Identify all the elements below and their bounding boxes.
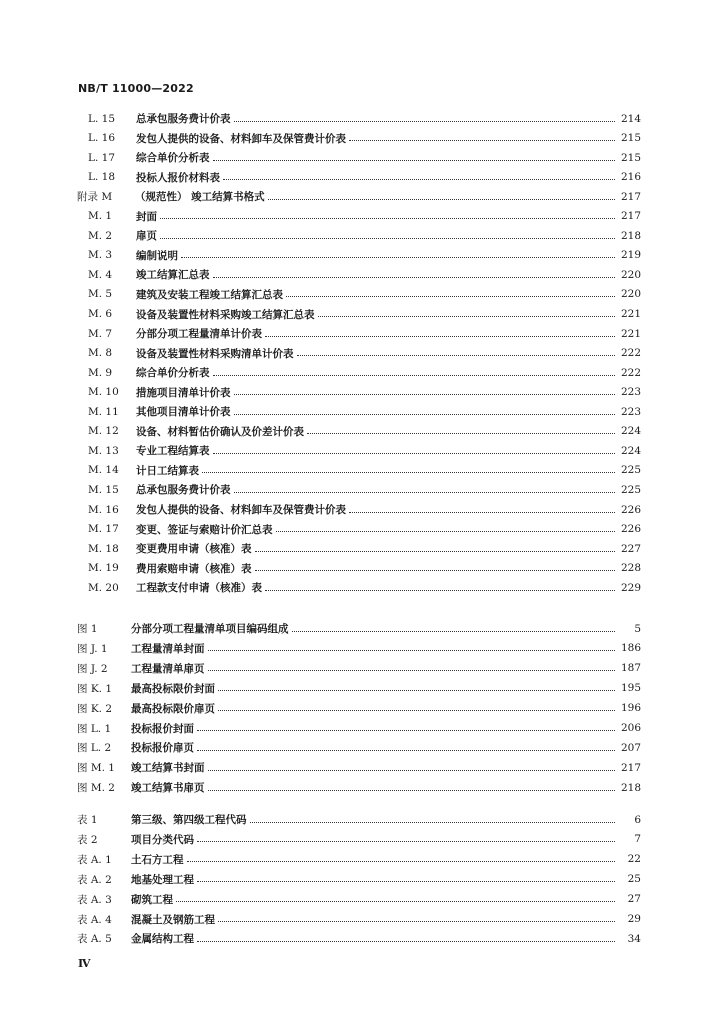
toc-entry-title: 土石方工程 <box>131 853 184 866</box>
toc-entry[interactable] <box>88 169 641 186</box>
toc-entry-title: 竣工结算书扉页 <box>131 782 205 795</box>
toc-entry-page: 195 <box>620 682 641 695</box>
dot-leader <box>197 881 615 882</box>
toc-entry[interactable] <box>88 325 641 342</box>
toc-entry-page: 229 <box>620 581 641 594</box>
toc-entry-title: 变更费用申请（核准）表 <box>136 543 252 556</box>
toc-entry-number: 图 K. 1 <box>77 682 113 695</box>
dot-leader <box>286 296 615 297</box>
dot-leader <box>255 551 616 552</box>
toc-entry-title: 工程量清单封面 <box>131 642 205 655</box>
toc-entry-page: 215 <box>620 132 641 145</box>
dot-leader <box>213 160 616 161</box>
toc-entry[interactable] <box>88 149 641 166</box>
dot-leader <box>213 453 616 454</box>
toc-entry[interactable] <box>77 720 641 737</box>
toc-entry-number: 表 2 <box>77 833 98 846</box>
toc-entry[interactable] <box>77 188 641 205</box>
toc-entry-number: M. 18 <box>88 542 119 555</box>
toc-entry-title: 计日工结算表 <box>136 464 199 477</box>
toc-entry-page: 221 <box>620 308 641 320</box>
toc-entry-title: （规范性） 竣工结算书格式 <box>135 191 265 204</box>
toc-entry-title: 项目分类代码 <box>131 833 194 846</box>
toc-entry-page: 219 <box>620 249 641 262</box>
dot-leader <box>255 570 616 571</box>
dot-leader <box>318 316 616 317</box>
toc-entry-number: 表 A. 2 <box>77 873 112 886</box>
toc-entry-title: 分部分项工程量清单计价表 <box>136 328 262 341</box>
toc-entry-page: 226 <box>620 503 641 516</box>
toc-entry-title: 第三级、第四级工程代码 <box>131 814 247 826</box>
toc-entry[interactable] <box>88 521 641 538</box>
toc-entry-number: M. 2 <box>88 229 113 242</box>
dot-leader <box>307 433 615 434</box>
toc-entry-page: 186 <box>620 642 641 655</box>
dot-leader <box>250 822 616 823</box>
toc-entry[interactable] <box>88 384 641 401</box>
dot-leader <box>160 218 615 219</box>
toc-entry[interactable] <box>77 700 641 717</box>
toc-entry[interactable] <box>88 306 641 323</box>
toc-entry[interactable] <box>88 286 641 303</box>
toc-entry-page: 225 <box>620 483 641 496</box>
toc-entry-title: 竣工结算书封面 <box>131 762 205 775</box>
toc-entry[interactable] <box>88 442 641 459</box>
toc-entry-title: 措施项目清单计价表 <box>136 386 231 399</box>
toc-entry-number: 图 1 <box>77 623 98 635</box>
toc-entry-page: 215 <box>620 151 641 164</box>
toc-entry-number: L. 18 <box>88 171 116 184</box>
dot-leader <box>213 277 616 278</box>
document-code: NB/T 11000—2022 <box>78 82 194 95</box>
toc-entry-number: 图 L. 1 <box>77 722 112 735</box>
toc-entry-number: M. 16 <box>88 503 119 516</box>
toc-entry-title: 地基处理工程 <box>131 873 194 886</box>
toc-entry-number: M. 6 <box>88 308 113 320</box>
dot-leader <box>234 394 616 395</box>
dot-leader <box>218 690 615 691</box>
dot-leader <box>197 730 615 731</box>
toc-entry-title: 投标报价封面 <box>131 722 194 735</box>
toc-entry-number: M. 14 <box>88 464 119 477</box>
toc-entry-page: 187 <box>620 662 641 675</box>
toc-entry-page: 216 <box>620 171 641 184</box>
toc-entry-page: 5 <box>634 622 641 635</box>
toc-entry-page: 223 <box>620 405 641 418</box>
toc-entry-number: M. 10 <box>88 386 119 399</box>
toc-entry-title: 混凝土及钢筋工程 <box>131 913 215 926</box>
toc-entry[interactable] <box>77 739 641 756</box>
toc-entry-number: 图 M. 2 <box>77 782 115 795</box>
toc-entry-page: 218 <box>620 781 641 794</box>
toc-entry[interactable] <box>88 110 641 127</box>
dot-leader <box>297 355 616 356</box>
dot-leader <box>160 238 615 239</box>
toc-entry-number: M. 4 <box>88 268 113 281</box>
toc-entry-page: 7 <box>634 833 641 846</box>
toc-entry-number: 图 J. 1 <box>77 642 108 655</box>
page-number: Ⅳ <box>78 957 91 970</box>
toc-entry[interactable] <box>77 660 641 677</box>
toc-entry-number: M. 5 <box>88 288 113 301</box>
toc-entry-page: 225 <box>620 464 641 477</box>
toc-entry-number: M. 11 <box>88 405 119 418</box>
toc-entry[interactable] <box>77 930 641 947</box>
toc-entry-title: 综合单价分析表 <box>136 367 210 380</box>
toc-entry-title: 其他项目清单计价表 <box>136 406 231 419</box>
toc-entry-number: M. 20 <box>88 581 119 594</box>
toc-entry-number: 图 L. 2 <box>77 742 112 755</box>
dot-leader <box>265 590 615 591</box>
toc-entry-number: M. 17 <box>88 523 119 536</box>
toc-entry[interactable] <box>88 579 641 596</box>
toc-entry[interactable] <box>88 462 641 479</box>
toc-entry[interactable] <box>88 540 641 557</box>
toc-entry-number: M. 12 <box>88 425 119 438</box>
toc-entry-number: M. 9 <box>88 366 113 379</box>
toc-entry-title: 设备及装置性材料采购竣工结算汇总表 <box>136 308 315 321</box>
toc-entry-title: 竣工结算汇总表 <box>136 269 210 282</box>
dot-leader <box>176 901 615 902</box>
dot-leader <box>349 140 615 141</box>
dot-leader <box>208 650 616 651</box>
toc-entry[interactable] <box>88 364 641 381</box>
toc-entry-page: 22 <box>627 853 641 866</box>
toc-entry-number: 图 M. 1 <box>77 762 115 775</box>
toc-entry-title: 发包人提供的设备、材料卸车及保管费计价表 <box>136 132 346 145</box>
toc-entry[interactable] <box>77 779 641 796</box>
toc-entry-page: 220 <box>620 268 641 281</box>
toc-entry[interactable] <box>88 208 641 225</box>
toc-entry-page: 217 <box>620 190 641 203</box>
toc-entry-number: L. 16 <box>88 132 116 145</box>
dot-leader <box>187 861 616 862</box>
toc-entry[interactable] <box>77 851 641 868</box>
toc-entry-number: M. 8 <box>88 347 113 360</box>
dot-leader <box>197 750 615 751</box>
toc-entry-number: 表 A. 1 <box>77 853 112 866</box>
toc-entry[interactable] <box>88 560 641 577</box>
toc-entry-number: 表 A. 3 <box>77 893 112 906</box>
dot-leader <box>218 921 615 922</box>
dot-leader <box>208 790 616 791</box>
toc-entry-number: L. 17 <box>88 151 116 164</box>
toc-entry-title: 工程款支付申请（核准）表 <box>136 582 262 595</box>
dot-leader <box>223 179 615 180</box>
toc-entry-page: 220 <box>620 288 641 301</box>
toc-entry-page: 224 <box>620 425 641 438</box>
toc-entry-number: 表 A. 5 <box>77 933 112 946</box>
toc-entry-page: 226 <box>620 523 641 536</box>
toc-entry-number: M. 13 <box>88 444 119 457</box>
toc-entry-page: 217 <box>620 761 641 774</box>
toc-entry-title: 封面 <box>136 210 157 223</box>
dot-leader <box>265 336 615 337</box>
toc-entry-title: 扉页 <box>136 230 157 243</box>
toc-entry-number: 表 A. 4 <box>77 913 112 926</box>
toc-entry-page: 196 <box>620 702 641 715</box>
toc-entry-page: 224 <box>620 444 641 457</box>
toc-entry-title: 投标报价扉页 <box>131 742 194 755</box>
toc-entry-page: 228 <box>620 562 641 575</box>
toc-entry-title: 金属结构工程 <box>131 933 194 946</box>
toc-entry[interactable] <box>88 501 641 518</box>
toc-entry-title: 综合单价分析表 <box>136 152 210 165</box>
toc-entry[interactable] <box>77 680 641 697</box>
toc-entry[interactable] <box>77 911 641 928</box>
toc-entry[interactable] <box>88 227 641 244</box>
toc-entry-page: 29 <box>627 913 641 925</box>
toc-entry-page: 218 <box>620 229 641 242</box>
toc-entry-page: 6 <box>634 813 641 826</box>
toc-entry-page: 25 <box>627 873 641 886</box>
toc-entry-number: M. 15 <box>88 483 119 496</box>
toc-entry-page: 223 <box>620 386 641 399</box>
toc-entry-page: 222 <box>620 347 641 360</box>
toc-entry-title: 最高投标限价扉页 <box>131 702 215 715</box>
toc-entry-page: 207 <box>620 741 641 754</box>
toc-entry-number: M. 1 <box>88 210 113 223</box>
dot-leader <box>213 375 616 376</box>
toc-entry-page: 206 <box>620 722 641 734</box>
toc-entry[interactable] <box>77 620 641 637</box>
toc-entry-title: 设备、材料暂估价确认及价差计价表 <box>136 425 304 438</box>
dot-leader <box>234 414 616 415</box>
toc-entry-title: 总承包服务费计价表 <box>136 484 231 497</box>
toc-entry[interactable] <box>77 871 641 888</box>
toc-entry-title: 分部分项工程量清单项目编码组成 <box>131 623 289 635</box>
toc-entry[interactable] <box>77 811 641 828</box>
toc-entry[interactable] <box>88 247 641 264</box>
toc-entry-title: 最高投标限价封面 <box>131 682 215 695</box>
toc-entry[interactable] <box>88 130 641 147</box>
dot-leader <box>181 257 615 258</box>
toc-entry-number: L. 15 <box>88 112 116 125</box>
toc-entry[interactable] <box>77 759 641 776</box>
toc-entry[interactable] <box>88 345 641 362</box>
dot-leader <box>202 472 615 473</box>
toc-entry-title: 建筑及安装工程竣工结算汇总表 <box>136 288 283 301</box>
toc-entry-number: 表 1 <box>77 814 98 826</box>
dot-leader <box>197 941 615 942</box>
toc-entry-number: M. 3 <box>88 249 113 262</box>
toc-entry-title: 费用索赔申请（核准）表 <box>136 562 252 575</box>
toc-entry[interactable] <box>88 481 641 498</box>
toc-entry-page: 221 <box>620 327 641 340</box>
toc-entry-title: 设备及装置性材料采购清单计价表 <box>136 347 294 360</box>
toc-entry[interactable] <box>88 423 641 440</box>
dot-leader <box>292 631 616 632</box>
toc-entry-number: M. 7 <box>88 327 113 340</box>
toc-entry-title: 投标人报价材料表 <box>136 171 220 184</box>
toc-entry-number: 图 J. 2 <box>77 662 108 675</box>
dot-leader <box>208 770 616 771</box>
toc-entry-title: 变更、签证与索赔计价汇总表 <box>136 523 273 536</box>
dot-leader <box>349 512 615 513</box>
toc-entry-title: 工程量清单扉页 <box>131 662 205 675</box>
toc-entry-number: 附录 M <box>77 191 113 204</box>
toc-entry[interactable] <box>77 831 641 848</box>
toc-entry-page: 227 <box>620 542 641 555</box>
toc-entry-number: 图 K. 2 <box>77 702 113 715</box>
toc-entry-title: 总承包服务费计价表 <box>136 113 231 125</box>
toc-entry[interactable] <box>77 640 641 657</box>
toc-entry-number: M. 19 <box>88 562 119 575</box>
toc-entry[interactable] <box>77 891 641 908</box>
toc-entry[interactable] <box>88 403 641 420</box>
toc-entry-page: 214 <box>620 112 641 125</box>
dot-leader <box>276 531 616 532</box>
toc-entry-page: 217 <box>620 210 641 223</box>
dot-leader <box>208 670 616 671</box>
dot-leader <box>197 841 615 842</box>
toc-entry-title: 专业工程结算表 <box>136 445 210 458</box>
toc-entry-page: 34 <box>627 932 641 945</box>
toc-entry-title: 砌筑工程 <box>131 893 173 906</box>
dot-leader <box>234 121 616 122</box>
toc-entry-title: 发包人提供的设备、材料卸车及保管费计价表 <box>136 504 346 516</box>
toc-entry-title: 编制说明 <box>136 249 178 262</box>
toc-entry-page: 27 <box>627 893 641 906</box>
dot-leader <box>218 710 615 711</box>
toc-entry[interactable] <box>88 266 641 283</box>
toc-entry-page: 222 <box>620 366 641 379</box>
dot-leader <box>234 492 616 493</box>
dot-leader <box>268 199 615 200</box>
